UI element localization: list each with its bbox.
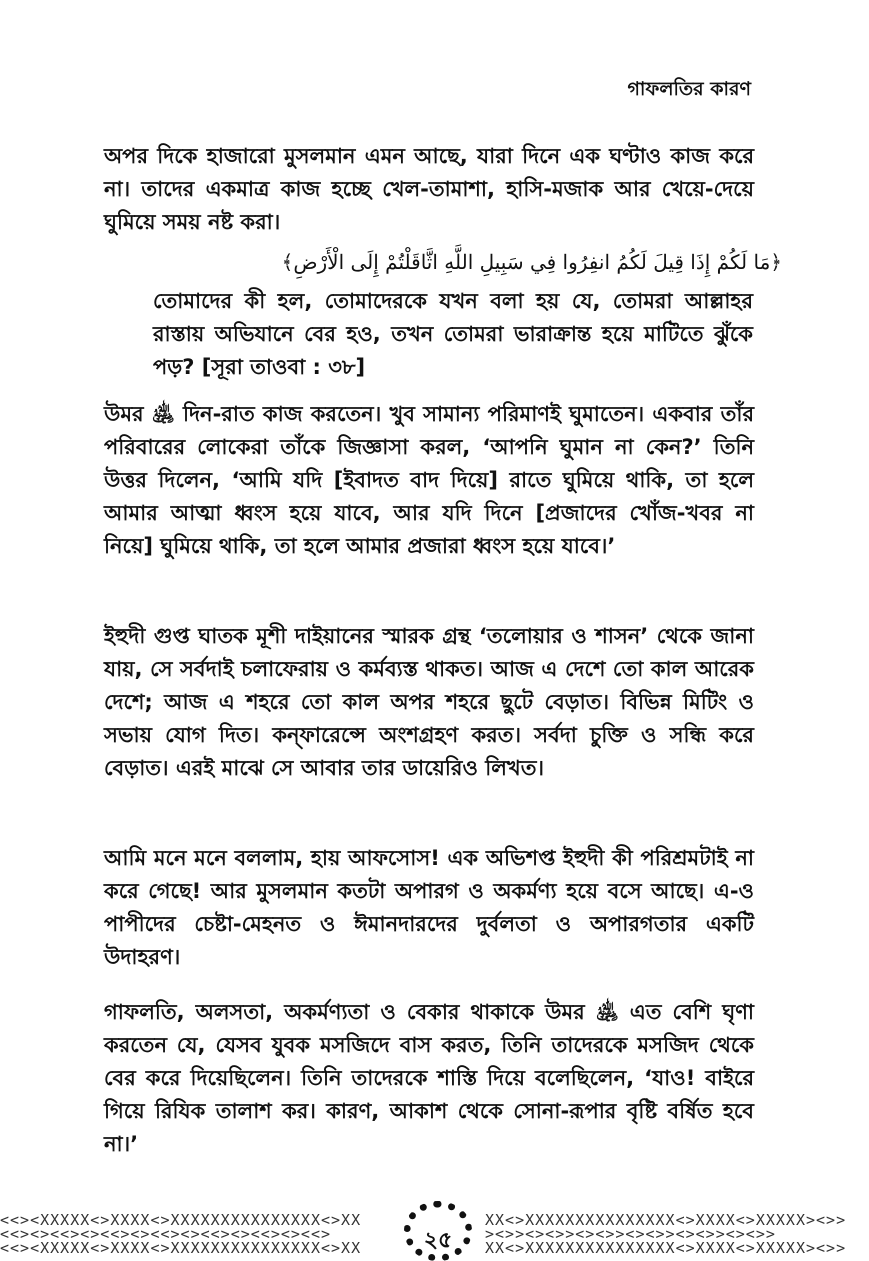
page-footer bbox=[0, 1195, 869, 1261]
page-number-badge bbox=[396, 1195, 480, 1261]
footer-ornament-left: <<><XXXXX<>XXXX<>XXXXXXXXXXXXXXX<>XX <<><><<><><<><><<><><<><><<><><<> <<><XXXXX<>XXXX<>XXXXXXXXXXXXXXX<>XX bbox=[0, 1213, 362, 1257]
paragraph-1: অপর দিকে হাজারো মুসলমান এমন আছে, যারা দিনে এক ঘণ্টাও কাজ করে না। তাদের একমাত্র কাজ হচ্ছে খেল-তামাশা, হাসি-মজাক আর খেয়ে-দেয়ে ঘুমিয়ে সময় নষ্ট করা। bbox=[104, 144, 754, 234]
page-number: ২৫ bbox=[423, 1228, 453, 1253]
verse-translation: তোমাদের কী হল, তোমাদেরকে যখন বলা হয় যে, তোমরা আল্লাহর রাস্তায় অভিযানে বের হও, তখন তোমরা ভারাক্রান্ত হয়ে মাটিতে ঝুঁকে পড়? [সূরা তাওবা : ৩৮] bbox=[153, 289, 753, 379]
paragraph-5: গাফলতি, অলসতা, অকর্মণ্যতা ও বেকার থাকাকে উমর ﵁ এত বেশি ঘৃণা করতেন যে, যেসব যুবক মসজিদে বাস করত, তিনি তাদেরকে মসজিদ থেকে বের করে দিয়েছিলেন। তিনি তাদেরকে শাস্তি দিয়ে বলেছিলেন, ‘যাও! বাইরে গিয়ে রিযিক তালাশ কর। কারণ, আকাশ থেকে সোনা-রূপার বৃষ্টি বর্ষিত হবে না।’ bbox=[104, 1000, 754, 1156]
footer-ornament-right: XX<>XXXXXXXXXXXXXXX<>XXXX<>XXXXX><>> ><>><><>><><>><><>><><>><><>> XX<>XXXXXXXXXXXXXXX<>XXXX<>XXXXX><>> bbox=[485, 1213, 847, 1257]
paragraph-4: আমি মনে মনে বললাম, হায় আফসোস! এক অভিশপ্ত ইহুদী কী পরিশ্রমটাই না করে গেছে! আর মুসলমান কতটা অপারগ ও অকর্মণ্য হয়ে বসে আছে। এ-ও পাপীদের চেষ্টা-মেহনত ও ঈমানদারদের দুর্বলতা ও অপারগতার একটি উদাহরণ। bbox=[104, 846, 754, 969]
arabic-verse: ﴿مَا لَكُمْ إِذَا قِيلَ لَكُمُ انفِرُوا فِي سَبِيلِ اللَّهِ اثَّاقَلْتُمْ إِلَى الْأَرْضِ﴾ bbox=[281, 250, 782, 274]
paragraph-2: উমর ﵁ দিন-রাত কাজ করতেন। খুব সামান্য পরিমাণই ঘুমাতেন। একবার তাঁর পরিবারের লোকেরা তাঁকে জিজ্ঞাসা করল, ‘আপনি ঘুমান না কেন?’ তিনি উত্তর দিলেন, ‘আমি যদি [ইবাদত বাদ দিয়ে] রাতে ঘুমিয়ে থাকি, তা হলে আমার আত্মা ধ্বংস হয়ে যাবে, আর যদি দিনে [প্রজাদের খোঁজ-খবর না নিয়ে] ঘুমিয়ে থাকি, তা হলে আমার প্রজারা ধ্বংস হয়ে যাবে।’ bbox=[104, 402, 754, 558]
running-header: গাফলতির কারণ bbox=[627, 78, 751, 100]
paragraph-3: ইহুদী গুপ্ত ঘাতক মূশী দাইয়ানের স্মারক গ্রন্থ ‘তলোয়ার ও শাসন’ থেকে জানা যায়, সে সর্বদাই চলাফেরায় ও কর্মব্যস্ত থাকত। আজ এ দেশে তো কাল আরেক দেশে; আজ এ শহরে তো কাল অপর শহরে ছুটে বেড়াত। বিভিন্ন মিটিং ও সভায় যোগ দিত। কন্‌ফারেন্সে অংশগ্রহণ করত। সর্বদা চুক্তি ও সন্ধি করে বেড়াত। এরই মাঝে সে আবার তার ডায়েরিও লিখত। bbox=[104, 624, 754, 780]
